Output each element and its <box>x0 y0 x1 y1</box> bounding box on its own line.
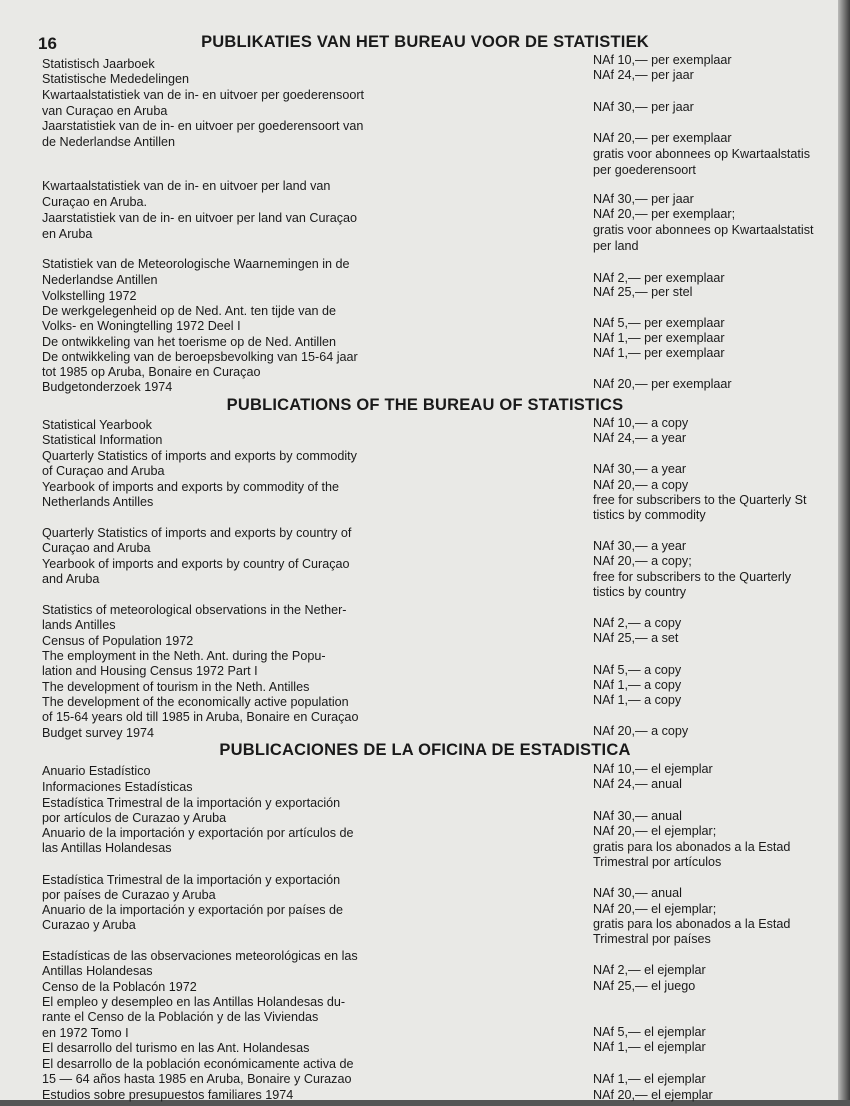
page-number: 16 <box>38 34 57 53</box>
publication-title-line: Statistiek van de Meteorologische Waarnemingen in de <box>42 257 350 271</box>
price-line: NAf 10,— el ejemplar <box>593 762 713 776</box>
publication-title-line: Curaçao en Aruba. <box>42 195 148 209</box>
publication-title-line: Jaarstatistiek van de in- en uitvoer per goederensoort van <box>42 119 364 133</box>
publication-title-line: The development of tourism in the Neth. Antilles <box>42 680 310 694</box>
price-line: NAf 2,— per exemplaar <box>593 271 725 285</box>
publication-title-line: De ontwikkeling van het toerisme op de Ned. Antillen <box>42 335 337 349</box>
publication-title-line: Volkstelling 1972 <box>42 289 137 303</box>
price-line: NAf 30,— a year <box>593 462 687 476</box>
publication-title-line: El empleo y desempleo en las Antillas Holandesas du- <box>42 995 346 1009</box>
publication-title-line: De werkgelegenheid op de Ned. Ant. ten tijde van de <box>42 304 337 318</box>
publication-title-line: por artículos de Curazao y Aruba <box>42 811 227 825</box>
publication-title-line: en 1972 Tomo I <box>42 1026 129 1040</box>
price-line: NAf 30,— per jaar <box>593 192 694 206</box>
price-line: NAf 20,— a copy <box>593 724 689 738</box>
publication-title-line: Curaçao and Aruba <box>42 541 151 555</box>
publication-title-line: and Aruba <box>42 572 100 586</box>
price-line: Trimestral por artículos <box>593 855 722 869</box>
price-line: NAf 30,— anual <box>593 809 682 823</box>
publication-title-line: The employment in the Neth. Ant. during the Popu- <box>42 649 326 663</box>
price-line: NAf 30,— per jaar <box>593 100 694 114</box>
publication-title-line: van Curaçao en Aruba <box>42 104 168 118</box>
price-line: NAf 24,— anual <box>593 777 682 791</box>
price-line: NAf 2,— el ejemplar <box>593 963 706 977</box>
price-line: free for subscribers to the Quarterly St <box>593 493 807 507</box>
publication-title-line: Kwartaalstatistiek van de in- en uitvoer per goederensoort <box>42 88 365 102</box>
section-title: PUBLIKATIES VAN HET BUREAU VOOR DE STATISTIEK <box>201 33 649 51</box>
price-line: NAf 2,— a copy <box>593 616 682 630</box>
publication-title-line: Quarterly Statistics of imports and exports by commodity <box>42 449 357 463</box>
price-line: NAf 24,— per jaar <box>593 68 694 82</box>
publication-title-line: Netherlands Antilles <box>42 495 154 509</box>
publication-title-line: las Antillas Holandesas <box>42 841 172 855</box>
publication-title-line: Statistics of meteorological observations in the Nether- <box>42 603 347 617</box>
price-line: NAf 1,— per exemplaar <box>593 346 725 360</box>
price-line: NAf 1,— el ejemplar <box>593 1040 706 1054</box>
price-line: NAf 20,— el ejemplar <box>593 1088 713 1102</box>
publication-title-line: Estadística Trimestral de la importación y exportación <box>42 796 341 810</box>
publication-title-line: Nederlandse Antillen <box>42 273 158 287</box>
price-line: per goederensoort <box>593 163 696 177</box>
publication-title-line: Yearbook of imports and exports by country of Curaçao <box>42 557 350 571</box>
price-line: Trimestral por países <box>593 932 711 946</box>
publication-title-line: of Curaçao and Aruba <box>42 464 165 478</box>
price-line: NAf 20,— el ejemplar; <box>593 902 717 916</box>
price-line: tistics by country <box>593 585 687 599</box>
publication-title-line: tot 1985 op Aruba, Bonaire en Curaçao <box>42 365 261 379</box>
price-line: NAf 1,— a copy <box>593 678 682 692</box>
price-line: gratis voor abonnees op Kwartaalstatis <box>593 147 811 161</box>
price-line: NAf 30,— a year <box>593 539 687 553</box>
price-line: NAf 20,— a copy; <box>593 554 692 568</box>
publication-title-line: Budgetonderzoek 1974 <box>42 380 173 394</box>
publication-title-line: Anuario Estadístico <box>42 764 151 778</box>
page-edge <box>838 0 850 1106</box>
price-line: NAf 25,— a set <box>593 631 679 645</box>
publication-title-line: of 15-64 years old till 1985 in Aruba, Bonaire en Curaçao <box>42 710 359 724</box>
publication-title-line: Jaarstatistiek van de in- en uitvoer per land van Curaçao <box>42 211 358 225</box>
price-line: NAf 25,— per stel <box>593 285 693 299</box>
price-line: NAf 20,— a copy <box>593 478 689 492</box>
price-line: gratis para los abonados a la Estad <box>593 840 791 854</box>
price-line: per land <box>593 239 639 253</box>
publication-title-line: Statistical Information <box>42 433 163 447</box>
section-title: PUBLICACIONES DE LA OFICINA DE ESTADISTICA <box>219 741 631 759</box>
publication-title-line: rante el Censo de la Población y de las Viviendas <box>42 1010 319 1024</box>
price-line: NAf 10,— a copy <box>593 416 689 430</box>
publication-title-line: lation and Housing Census 1972 Part I <box>42 664 258 678</box>
publication-title-line: en Aruba <box>42 227 93 241</box>
publication-title-line: Statistisch Jaarboek <box>42 57 155 71</box>
price-line: NAf 24,— a year <box>593 431 687 445</box>
publication-title-line: por países de Curazao y Aruba <box>42 888 216 902</box>
publication-title-line: 15 — 64 años hasta 1985 en Aruba, Bonaire y Curazao <box>42 1072 352 1086</box>
price-line: NAf 1,— el ejemplar <box>593 1072 706 1086</box>
publication-title-line: Antillas Holandesas <box>42 964 153 978</box>
price-line: gratis voor abonnees op Kwartaalstatist <box>593 223 814 237</box>
price-line: NAf 5,— per exemplaar <box>593 316 725 330</box>
price-line: NAf 1,— a copy <box>593 693 682 707</box>
publication-title-line: The development of the economically active population <box>42 695 349 709</box>
publication-title-line: Volks- en Woningtelling 1972 Deel I <box>42 319 241 333</box>
publication-title-line: Anuario de la importación y exportación por países de <box>42 903 344 917</box>
section-title: PUBLICATIONS OF THE BUREAU OF STATISTICS <box>226 396 624 414</box>
price-line: NAf 5,— a copy <box>593 663 682 677</box>
price-line: NAf 20,— per exemplaar <box>593 131 732 145</box>
publication-title-line: De ontwikkeling van de beroepsbevolking van 15-64 jaar <box>42 350 358 364</box>
price-line: NAf 5,— el ejemplar <box>593 1025 706 1039</box>
publication-title-line: Estudios sobre presupuestos familiares 1974 <box>42 1088 294 1102</box>
publication-title-line: Anuario de la importación y exportación por artículos de <box>42 826 354 840</box>
publication-title-line: El desarrollo de la población económicamente activa de <box>42 1057 354 1071</box>
publication-title-line: El desarrollo del turismo en las Ant. Holandesas <box>42 1041 310 1055</box>
publication-title-line: Estadísticas de las observaciones meteorológicas en las <box>42 949 358 963</box>
publication-title-line: Curazao y Aruba <box>42 918 136 932</box>
publication-title-line: Estadística Trimestral de la importación y exportación <box>42 873 341 887</box>
publication-title-line: Quarterly Statistics of imports and exports by country of <box>42 526 352 540</box>
publication-title-line: Censo de la Poblacón 1972 <box>42 980 197 994</box>
publication-title-line: Census of Population 1972 <box>42 634 194 648</box>
publication-title-line: de Nederlandse Antillen <box>42 135 176 149</box>
publication-title-line: Informaciones Estadísticas <box>42 780 193 794</box>
publication-title-line: Statistische Mededelingen <box>42 72 190 86</box>
price-line: NAf 10,— per exemplaar <box>593 53 732 67</box>
price-line: NAf 1,— per exemplaar <box>593 331 725 345</box>
publication-title-line: Budget survey 1974 <box>42 726 155 740</box>
price-line: tistics by commodity <box>593 508 706 522</box>
publication-title-line: lands Antilles <box>42 618 116 632</box>
price-line: NAf 30,— anual <box>593 886 682 900</box>
publication-title-line: Statistical Yearbook <box>42 418 152 432</box>
publication-title-line: Kwartaalstatistiek van de in- en uitvoer per land van <box>42 179 331 193</box>
price-line: NAf 25,— el juego <box>593 979 696 993</box>
publication-title-line: Yearbook of imports and exports by commodity of the <box>42 480 340 494</box>
price-line: NAf 20,— per exemplaar <box>593 377 732 391</box>
price-line: gratis para los abonados a la Estad <box>593 917 791 931</box>
price-line: NAf 20,— per exemplaar; <box>593 207 736 221</box>
price-line: free for subscribers to the Quarterly <box>593 570 792 584</box>
price-line: NAf 20,— el ejemplar; <box>593 824 717 838</box>
